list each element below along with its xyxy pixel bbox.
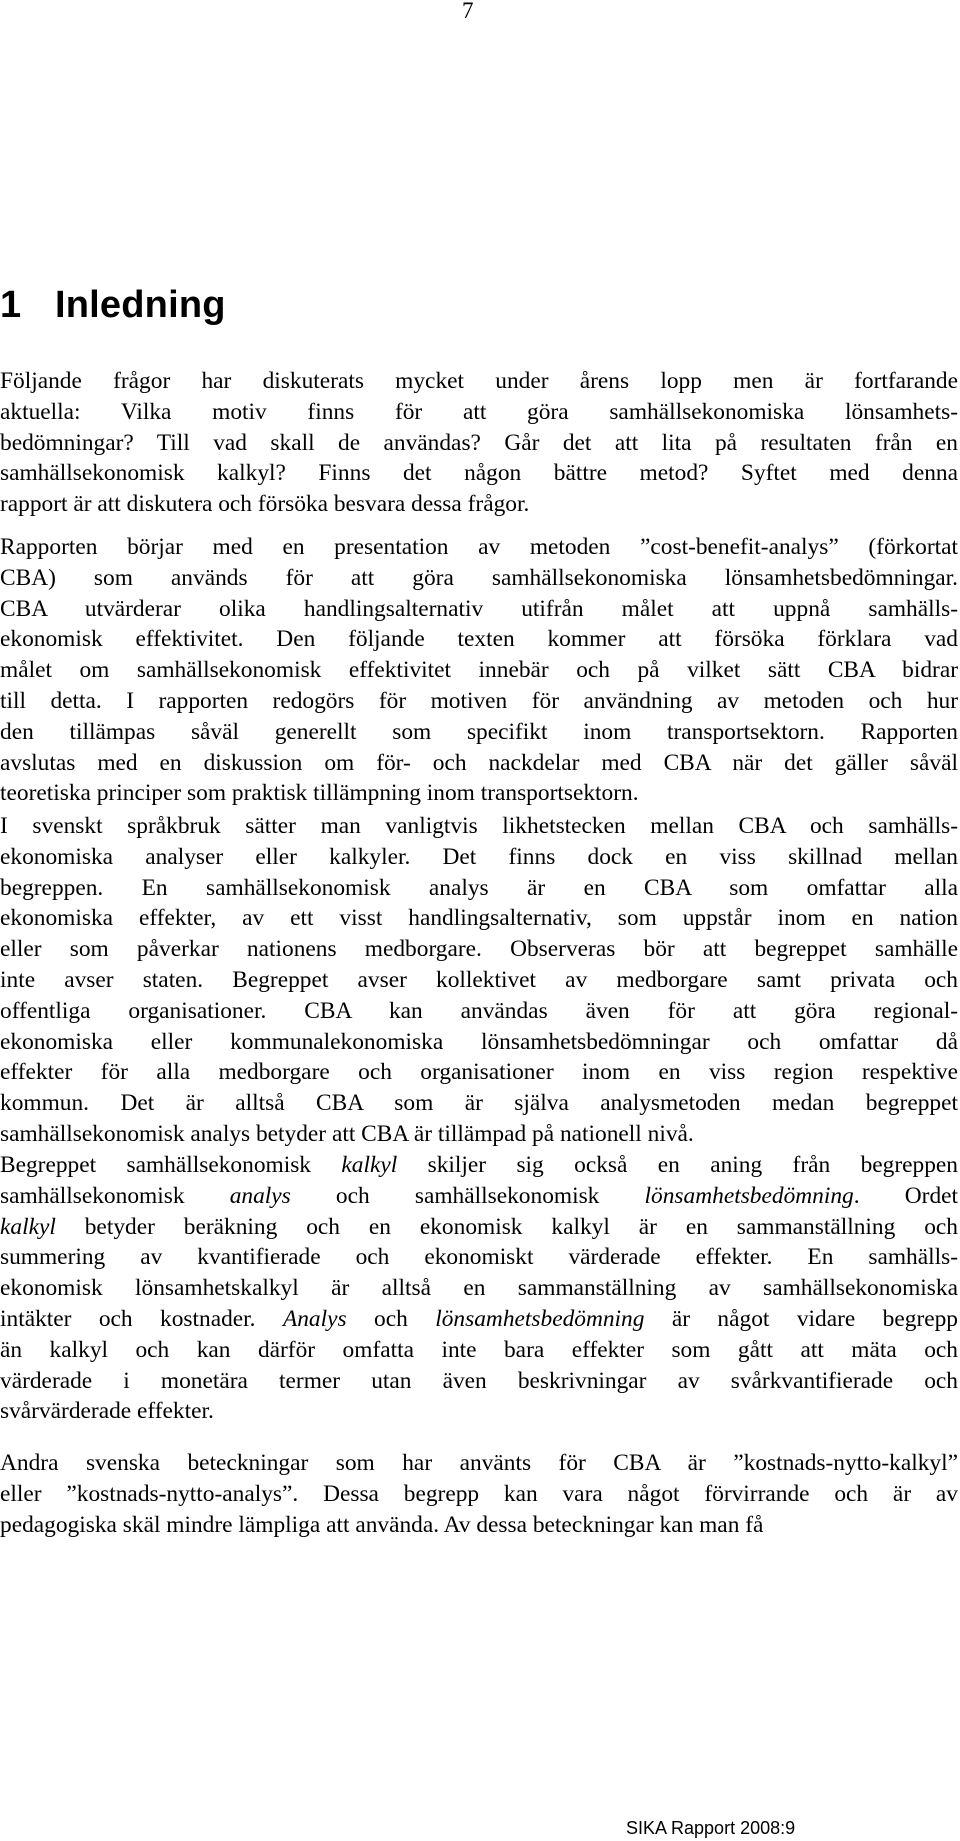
text-line: till detta. I rapporten redogörs för motiven för användning av metoden och hur <box>0 687 958 714</box>
text-line: målet om samhällsekonomisk effektivitet innebär och på vilket sätt CBA bidrar <box>0 657 958 684</box>
text-line: aktuella: Vilka motiv finns för att göra samhällsekonomiska lönsamhets- <box>0 398 958 425</box>
text-line: avslutas med en diskussion om för- och nackdelar med CBA när det gäller såväl <box>0 749 958 776</box>
paragraph-5 <box>0 1448 958 1540</box>
text-line: CBA utvärderar olika handlingsalternativ utifrån målet att uppnå samhälls- <box>0 595 958 622</box>
paragraph-3 <box>0 811 958 1150</box>
chapter-heading <box>0 284 226 327</box>
text-line: samhällsekonomisk kalkyl? Finns det någon bättre metod? Syftet med denna <box>0 460 958 487</box>
text-line: I svenskt språkbruk sätter man vanligtvis likhetstecken mellan CBA och samhälls- <box>0 813 958 839</box>
text-line: än kalkyl och kan därför omfatta inte bara effekter som gått att mäta och <box>0 1336 958 1363</box>
emphasized-term: kalkyl <box>341 1152 398 1178</box>
emphasized-term: kalkyl <box>0 1213 56 1240</box>
emphasized-term: analys <box>229 1182 291 1209</box>
text-line: inte avser staten. Begreppet avser kollektivet av medborgare samt privata och <box>0 966 958 993</box>
text-line: ekonomiska analyser eller kalkyler. Det finns dock en viss skillnad mellan <box>0 843 958 870</box>
text-line: offentliga organisationer. CBA kan användas även för att göra regional- <box>0 997 958 1024</box>
text-line: ekonomiska eller kommunalekonomiska lönsamhetsbedömningar och omfattar då <box>0 1028 958 1055</box>
paragraph-1 <box>0 366 958 520</box>
text-line: svårvärderade effekter. <box>0 1398 214 1425</box>
emphasized-term: Analys <box>282 1305 347 1332</box>
text-line: eller som påverkar nationens medborgare. Observeras bör att begreppet samhälle <box>0 936 958 963</box>
chapter-title: Inledning <box>55 284 226 326</box>
text-line: Begreppet samhällsekonomisk kalkyl skiljer sig också en aning från begreppen <box>0 1152 958 1178</box>
text-line: Följande frågor har diskuterats mycket under årens lopp men är fortfarande <box>0 368 958 394</box>
text-line: ekonomisk lönsamhetskalkyl är alltså en sammanställning av samhällsekonomiska <box>0 1275 958 1302</box>
text-line: pedagogiska skäl mindre lämpliga att använda. Av dessa beteckningar kan man få <box>0 1511 764 1538</box>
text-line: summering av kvantifierade och ekonomiskt värderade effekter. En samhälls- <box>0 1244 958 1271</box>
text-line: kommun. Det är alltså CBA som är själva analysmetoden medan begreppet <box>0 1090 958 1117</box>
text-line: värderade i monetära termer utan även beskrivningar av svårkvantifierade och <box>0 1367 958 1394</box>
text-line: begreppen. En samhällsekonomisk analys är en CBA som omfattar alla <box>0 874 958 901</box>
text-line: intäkter och kostnader. Analys och lönsamhetsbedömning är något vidare begrepp <box>0 1305 959 1332</box>
paragraph-2 <box>0 532 958 809</box>
text-line: ekonomiska effekter, av ett visst handlingsalternativ, som uppstår inom en nation <box>0 905 958 932</box>
text-line: samhällsekonomisk analys och samhällsekonomisk lönsamhetsbedömning. Ordet <box>0 1182 959 1209</box>
text-line: ekonomisk effektivitet. Den följande texten kommer att försöka förklara vad <box>0 626 958 653</box>
emphasized-term: lönsamhetsbedömning <box>644 1182 854 1209</box>
text-line: kalkyl betyder beräkning och en ekonomisk kalkyl är en sammanställning och <box>0 1213 958 1240</box>
emphasized-term: lönsamhetsbedömning <box>435 1305 645 1332</box>
text-line: effekter för alla medborgare och organisationer inom en viss region respektive <box>0 1059 958 1086</box>
report-footer: SIKA Rapport 2008:9 <box>626 1818 796 1838</box>
text-line: bedömningar? Till vad skall de användas? Går det att lita på resultaten från en <box>0 429 958 456</box>
text-line: rapport är att diskutera och försöka besvara dessa frågor. <box>0 491 530 518</box>
paragraph-4 <box>0 1150 958 1427</box>
text-line: samhällsekonomisk analys betyder att CBA är tillämpad på nationell nivå. <box>0 1120 694 1147</box>
text-line: teoretiska principer som praktisk tillämpning inom transportsektorn. <box>0 780 639 807</box>
text-line: den tillämpas såväl generellt som specifikt inom transportsektorn. Rapporten <box>0 718 958 745</box>
text-line: Andra svenska beteckningar som har använts för CBA är ”kostnads-nytto-kalkyl” <box>0 1450 958 1476</box>
chapter-number: 1 <box>0 284 22 326</box>
text-line: CBA) som används för att göra samhällsekonomiska lönsamhetsbedömningar. <box>0 564 958 591</box>
text-line: Rapporten börjar med en presentation av metoden ”cost-benefit-analys” (förkortat <box>0 534 958 560</box>
page-number: 7 <box>462 0 474 23</box>
text-line: eller ”kostnads-nytto-analys”. Dessa begrepp kan vara något förvirrande och är av <box>0 1480 958 1507</box>
